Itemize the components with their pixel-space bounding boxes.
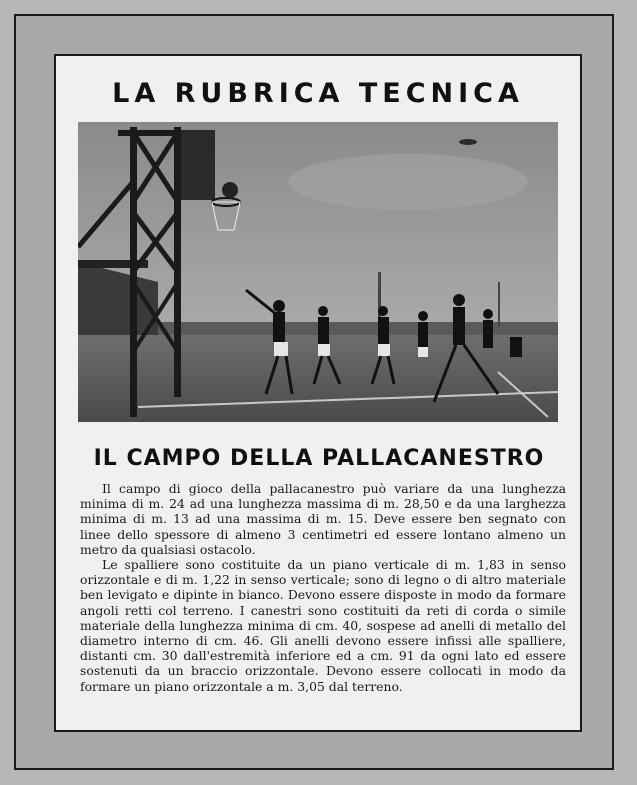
article-paragraph: Le spalliere sono costituite da un piano verticale di m. 1,83 in senso orizzontale e di m. 1,22 in senso verticale; sono di legno o di altro materiale ben levigato e dipinte in bianco. Devono essere disposte in modo da formare angoli retti col terreno. I canestri sono costituiti da reti di corda o simile materiale della lunghezza minima di cm. 40, sospese ad anelli di metallo del diametro interno di cm. 46. Gli anelli devono essere infissi alle spalliere, distanti cm. 30 dall'estremità inferiore ed a cm. 91 da ogni lato ed essere sostenuti da un braccio orizzontale. Devono essere collocati in modo da formare un piano orizzontale a m. 3,05 dal terreno. — [80, 557, 566, 694]
basketball-photo — [78, 122, 558, 422]
article-paragraph: Il campo di gioco della pallacanestro può variare da una lunghezza minima di m. 24 ad una lunghezza massima di m. 28,50 e da una larghezza minima di m. 13 ad una massima di m. 15. Deve essere ben segnato con linee dello spessore di almeno 3 centimetri ed essere lontano almeno un metro da qualsiasi ostacolo. — [80, 481, 566, 557]
rubric-title: LA RUBRICA TECNICA — [112, 78, 524, 109]
page — [54, 54, 582, 732]
article-title: IL CAMPO DELLA PALLACANESTRO — [93, 446, 545, 471]
article-body — [80, 481, 566, 694]
